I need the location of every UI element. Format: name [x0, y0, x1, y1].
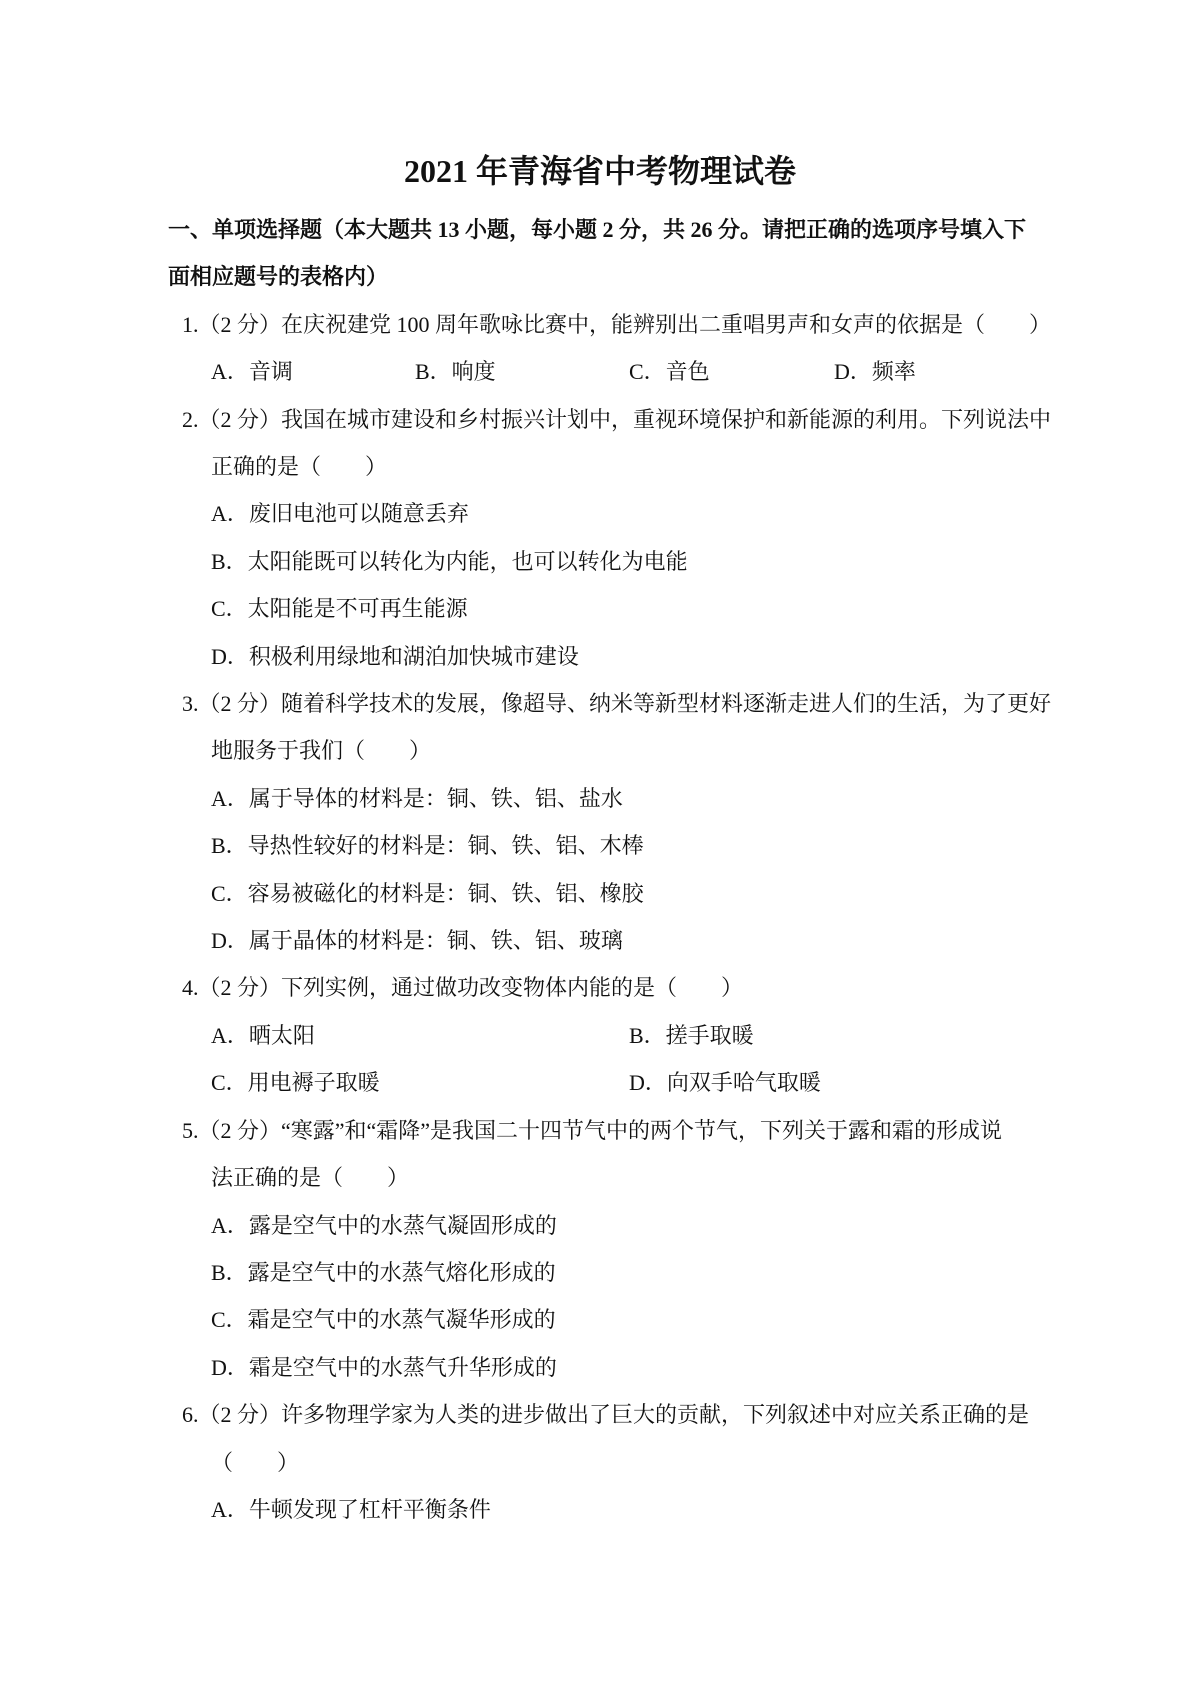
question-3-stem-line-2: 地服务于我们（ ）	[211, 738, 432, 763]
question-5-stem-line-1: 5.（2 分）“寒露”和“霜降”是我国二十四节气中的两个节气，下列关于露和霜的形成说	[182, 1118, 1003, 1143]
question-5-option-a: A．露是空气中的水蒸气凝固形成的	[211, 1213, 557, 1238]
question-6-stem-line-1: 6.（2 分）许多物理学家为人类的进步做出了巨大的贡献，下列叙述中对应关系正确的是	[182, 1402, 1030, 1427]
question-6-option-a: A．牛顿发现了杠杆平衡条件	[211, 1497, 491, 1522]
page-title: 2021 年青海省中考物理试卷	[403, 153, 796, 189]
question-3-option-a: A．属于导体的材料是：铜、铁、铝、盐水	[211, 786, 623, 811]
question-4-option-b: B．搓手取暖	[629, 1023, 754, 1048]
question-1-options-row	[0, 355, 1200, 389]
question-1-option-a: A．音调	[211, 359, 293, 384]
section-heading-line-2: 面相应题号的表格内）	[168, 264, 389, 289]
question-2-stem-line-2: 正确的是（ ）	[211, 454, 388, 479]
question-1-option-c: C．音色	[629, 359, 710, 384]
question-1-stem: 1.（2 分）在庆祝建党 100 周年歌咏比赛中，能辨别出二重唱男声和女声的依据是（ ）	[182, 312, 1052, 337]
question-4-options-row-1	[0, 1019, 1200, 1053]
question-4-stem: 4.（2 分）下列实例，通过做功改变物体内能的是（ ）	[182, 975, 744, 1000]
question-5-option-c: C．霜是空气中的水蒸气凝华形成的	[211, 1307, 556, 1332]
question-3-option-c: C．容易被磁化的材料是：铜、铁、铝、橡胶	[211, 881, 644, 906]
question-4-option-a: A．晒太阳	[211, 1023, 315, 1048]
question-1-option-b: B．响度	[415, 359, 496, 384]
question-3-option-d: D．属于晶体的材料是：铜、铁、铝、玻璃	[211, 928, 623, 953]
question-3-stem-line-1: 3.（2 分）随着科学技术的发展，像超导、纳米等新型材料逐渐走进人们的生活，为了更好	[182, 691, 1052, 716]
question-6-stem-line-2: （ ）	[211, 1450, 300, 1475]
question-2-stem-line-1: 2.（2 分）我国在城市建设和乡村振兴计划中，重视环境保护和新能源的利用。下列说法中	[182, 407, 1052, 432]
question-2-option-a: A．废旧电池可以随意丢弃	[211, 501, 469, 526]
question-5-stem-line-2: 法正确的是（ ）	[211, 1165, 410, 1190]
question-5-option-b: B．露是空气中的水蒸气熔化形成的	[211, 1260, 556, 1285]
question-3-option-b: B．导热性较好的材料是：铜、铁、铝、木棒	[211, 833, 644, 858]
question-4-option-c: C．用电褥子取暖	[211, 1070, 380, 1095]
question-4-option-d: D．向双手哈气取暖	[629, 1070, 821, 1095]
question-2-option-d: D．积极利用绿地和湖泊加快城市建设	[211, 644, 579, 669]
question-2-option-b: B．太阳能既可以转化为内能，也可以转化为电能	[211, 549, 688, 574]
question-4-options-row-2	[0, 1066, 1200, 1100]
section-heading-line-1: 一、单项选择题（本大题共 13 小题，每小题 2 分，共 26 分。请把正确的选项序号填入下	[168, 217, 1027, 242]
question-5-option-d: D．霜是空气中的水蒸气升华形成的	[211, 1355, 557, 1380]
question-1-option-d: D．频率	[834, 359, 916, 384]
question-2-option-c: C．太阳能是不可再生能源	[211, 596, 468, 621]
